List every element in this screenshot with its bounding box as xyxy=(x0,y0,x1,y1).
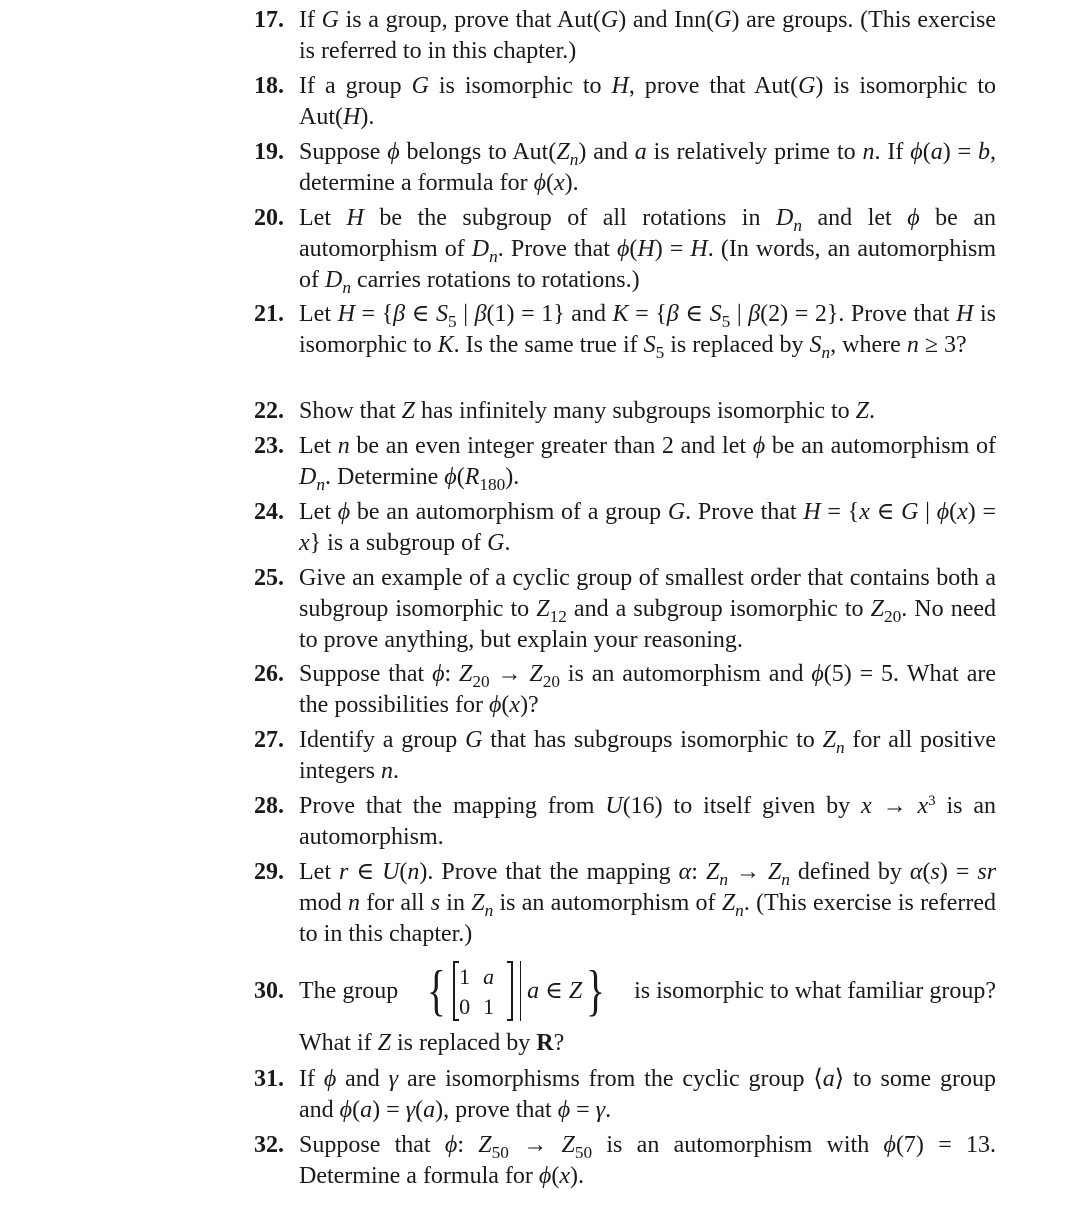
exercise-text: Suppose that ϕ: $Z_{20} \to Z_{20}$ is an automorphism and ϕ(5) = 5. What are the possibilities for ϕ(x)? xyxy=(299,661,997,718)
exercise-text: Let H be the subgroup of all rotations in $D_n$ and let ϕ be an automorphism of $D_n$. Prove that ϕ(H) = H. (In words, an automorphism of $D_n$ carries rotations to rotations.) xyxy=(299,205,997,298)
exercise-number: 31. xyxy=(254,1066,284,1092)
matrix-set: { 1 a 0 1 a ∈ Z } xyxy=(427,960,606,1022)
exercise-number: 21. xyxy=(254,301,284,327)
exercise-text: Let ϕ be an automorphism of a group G. Prove that H = {x ∈ G | ϕ(x) = x} is a subgroup of G. xyxy=(299,499,997,556)
exercise-19 xyxy=(254,137,996,199)
exercise-number: 25. xyxy=(254,565,284,591)
exercise-number: 32. xyxy=(254,1132,284,1158)
exercise-29 xyxy=(254,857,996,950)
exercise-text: Show that Z has infinitely many subgroups isomorphic to Z. xyxy=(299,398,876,424)
exercise-number: 17. xyxy=(254,7,284,33)
exercise-text: Let n be an even integer greater than 2 and let ϕ be an automorphism of $D_n$. Determine $\phi(R_{180})$. xyxy=(299,433,996,495)
exercise-text: If G is a group, prove that Aut(G) and Inn(G) are groups. (This exercise is referred to in this chapter.) xyxy=(299,7,997,64)
exercise-number: 20. xyxy=(254,205,284,231)
exercise-31 xyxy=(254,1064,996,1126)
exercise-18 xyxy=(254,71,996,133)
exercise-number: 23. xyxy=(254,433,284,459)
exercise-24 xyxy=(254,497,996,559)
exercise-number: 24. xyxy=(254,499,284,525)
exercise-text: Give an example of a cyclic group of smallest order that contains both a subgroup isomorphic to $Z_{12}$ and a subgroup isomorphic to $Z_{20}$. No need to prove anything, but explain your reasoning. xyxy=(299,565,997,653)
exercise-25 xyxy=(254,563,996,656)
exercise-text: The group { 1 a 0 1 a ∈ Z } is isomorphic to what familiar group? What if Z is replaced by R? xyxy=(299,960,996,1056)
exercise-number: 18. xyxy=(254,73,284,99)
exercise-28 xyxy=(254,791,996,853)
exercise-32 xyxy=(254,1130,996,1192)
exercise-text: Prove that the mapping from U(16) to itself given by $x \to x^3$ is an automorphism. xyxy=(299,792,996,850)
matrix: 1 a 0 1 xyxy=(453,961,513,1021)
exercise-number: 30. xyxy=(254,978,284,1004)
exercise-text: Let H = {β ∈ $S_5$ | β(1) = 1} and K = {β ∈ $S_5$ | β(2) = 2}. Prove that H is isomorphic to K. Is the same true if $S_5$ is replaced by $S_n$, where n ≥ 3? xyxy=(299,301,996,363)
exercise-text: Let r ∈ U(n). Prove that the mapping α: $Z_n \to Z_n$ defined by α(s) = sr mod n for all s in $Z_n$ is an automorphism of $Z_n$. (This exercise is referred to in this chapter.) xyxy=(299,859,997,947)
exercise-number: 27. xyxy=(254,727,284,753)
exercise-number: 26. xyxy=(254,661,284,687)
exercise-30 xyxy=(254,956,996,1059)
exercise-26 xyxy=(254,659,996,721)
exercise-21 xyxy=(254,299,996,361)
exercise-text: Suppose that ϕ: $Z_{50} \to Z_{50}$ is an automorphism with ϕ(7) = 13. Determine a formula for ϕ(x). xyxy=(299,1132,997,1189)
exercise-text: If a group G is isomorphic to H, prove that Aut(G) is isomorphic to Aut(H). xyxy=(299,73,996,130)
exercise-text: If ϕ and γ are isomorphisms from the cyclic group ⟨a⟩ to some group and ϕ(a) = γ(a), prove that ϕ = γ. xyxy=(299,1066,996,1123)
exercise-number: 29. xyxy=(254,859,284,885)
exercise-number: 28. xyxy=(254,793,284,819)
exercise-27 xyxy=(254,725,996,787)
exercise-20 xyxy=(254,203,996,296)
exercise-23 xyxy=(254,431,996,493)
exercise-22 xyxy=(254,396,996,427)
exercise-number: 19. xyxy=(254,139,284,165)
exercise-text: Identify a group G that has subgroups isomorphic to $Z_n$ for all positive integers n. xyxy=(299,727,996,784)
exercise-number: 22. xyxy=(254,398,284,424)
exercise-text: Suppose ϕ belongs to $Aut(Z_n)$ and a is relatively prime to n. If ϕ(a) = b, determine a formula for ϕ(x). xyxy=(299,139,996,196)
exercise-17 xyxy=(254,5,996,67)
